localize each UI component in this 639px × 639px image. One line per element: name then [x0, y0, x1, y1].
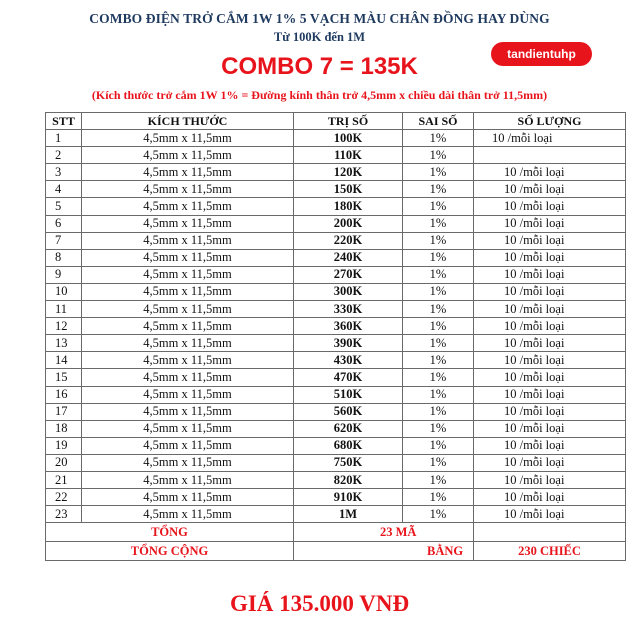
cell-stt: 17	[46, 403, 82, 420]
total-count: 23	[380, 524, 393, 539]
cell-value: 680K	[294, 437, 403, 454]
col-stt: STT	[46, 113, 82, 130]
table-row	[46, 181, 626, 198]
cell-quantity: 10 /mỗi loại	[474, 198, 626, 215]
cell-tolerance: 1%	[403, 506, 474, 523]
cell-size: 4,5mm x 11,5mm	[82, 301, 294, 318]
cell-value: 560K	[294, 403, 403, 420]
cell-value: 390K	[294, 335, 403, 352]
cell-stt: 18	[46, 420, 82, 437]
cell-quantity: 10 /mỗi loại	[474, 369, 626, 386]
table-row	[46, 266, 626, 283]
cell-quantity: 10 /mỗi loại	[474, 506, 626, 523]
cell-stt: 23	[46, 506, 82, 523]
cell-value: 820K	[294, 471, 403, 488]
cell-value: 470K	[294, 369, 403, 386]
cell-stt: 1	[46, 130, 82, 147]
cell-value: 300K	[294, 283, 403, 300]
cell-tolerance: 1%	[403, 147, 474, 164]
cell-stt: 16	[46, 386, 82, 403]
cell-value: 620K	[294, 420, 403, 437]
cell-size: 4,5mm x 11,5mm	[82, 266, 294, 283]
cell-stt: 4	[46, 181, 82, 198]
cell-quantity: 10 /mỗi loại	[474, 489, 626, 506]
cell-stt: 19	[46, 437, 82, 454]
table-row	[46, 164, 626, 181]
price-label: GIÁ 135.000 VNĐ	[229, 591, 410, 616]
cell-quantity	[474, 147, 626, 164]
cell-tolerance: 1%	[403, 489, 474, 506]
cell-value: 180K	[294, 198, 403, 215]
total-count-cell	[294, 523, 474, 542]
resistor-table	[45, 112, 626, 561]
cell-quantity: 10 /mỗi loại	[474, 386, 626, 403]
cell-value: 910K	[294, 489, 403, 506]
total-label: TỔNG	[46, 523, 294, 542]
cell-stt: 11	[46, 301, 82, 318]
cell-tolerance: 1%	[403, 369, 474, 386]
table-row	[46, 318, 626, 335]
cell-size: 4,5mm x 11,5mm	[82, 437, 294, 454]
table-row	[46, 437, 626, 454]
cell-size: 4,5mm x 11,5mm	[82, 130, 294, 147]
cell-size: 4,5mm x 11,5mm	[82, 386, 294, 403]
cell-value: 200K	[294, 215, 403, 232]
grand-total-eq: BẰNG	[294, 542, 474, 561]
cell-tolerance: 1%	[403, 266, 474, 283]
cell-tolerance: 1%	[403, 301, 474, 318]
cell-stt: 3	[46, 164, 82, 181]
cell-size: 4,5mm x 11,5mm	[82, 489, 294, 506]
cell-size: 4,5mm x 11,5mm	[82, 506, 294, 523]
cell-size: 4,5mm x 11,5mm	[82, 198, 294, 215]
table-row	[46, 454, 626, 471]
cell-stt: 14	[46, 352, 82, 369]
table-header-row	[46, 113, 626, 130]
cell-value: 510K	[294, 386, 403, 403]
cell-stt: 5	[46, 198, 82, 215]
cell-stt: 10	[46, 283, 82, 300]
cell-size: 4,5mm x 11,5mm	[82, 215, 294, 232]
table-row	[46, 215, 626, 232]
cell-tolerance: 1%	[403, 283, 474, 300]
cell-tolerance: 1%	[403, 471, 474, 488]
cell-value: 150K	[294, 181, 403, 198]
total-unit: MÃ	[395, 524, 417, 539]
cell-tolerance: 1%	[403, 420, 474, 437]
cell-stt: 9	[46, 266, 82, 283]
cell-value: 750K	[294, 454, 403, 471]
cell-tolerance: 1%	[403, 181, 474, 198]
cell-size: 4,5mm x 11,5mm	[82, 147, 294, 164]
cell-tolerance: 1%	[403, 164, 474, 181]
cell-size: 4,5mm x 11,5mm	[82, 335, 294, 352]
cell-value: 360K	[294, 318, 403, 335]
cell-quantity: 10 /mỗi loại	[474, 181, 626, 198]
grand-total-row	[46, 542, 626, 561]
cell-tolerance: 1%	[403, 215, 474, 232]
col-size: KÍCH THƯỚC	[82, 113, 294, 130]
cell-quantity: 10 /mỗi loại	[474, 403, 626, 420]
cell-stt: 7	[46, 232, 82, 249]
cell-tolerance: 1%	[403, 318, 474, 335]
table-row	[46, 369, 626, 386]
size-note: (Kích thước trở cắm 1W 1% = Đường kính thân trở 4,5mm x chiều dài thân trở 11,5mm)	[91, 88, 548, 102]
cell-stt: 6	[46, 215, 82, 232]
cell-quantity: 10 /mỗi loại	[474, 335, 626, 352]
table-row	[46, 301, 626, 318]
cell-size: 4,5mm x 11,5mm	[82, 318, 294, 335]
total-empty	[474, 523, 626, 542]
cell-quantity: 10 /mỗi loại	[474, 249, 626, 266]
table-row	[46, 198, 626, 215]
table-row	[46, 352, 626, 369]
table-row	[46, 403, 626, 420]
cell-stt: 12	[46, 318, 82, 335]
table-row	[46, 489, 626, 506]
table-row	[46, 506, 626, 523]
cell-quantity: 10 /mỗi loại	[474, 437, 626, 454]
col-tolerance: SAI SỐ	[403, 113, 474, 130]
cell-size: 4,5mm x 11,5mm	[82, 283, 294, 300]
col-quantity: SỐ LƯỢNG	[474, 113, 626, 130]
cell-size: 4,5mm x 11,5mm	[82, 249, 294, 266]
cell-tolerance: 1%	[403, 335, 474, 352]
table-body	[46, 130, 626, 523]
cell-size: 4,5mm x 11,5mm	[82, 181, 294, 198]
cell-size: 4,5mm x 11,5mm	[82, 164, 294, 181]
cell-stt: 8	[46, 249, 82, 266]
cell-quantity: 10 /mỗi loại	[474, 352, 626, 369]
table-row	[46, 249, 626, 266]
cell-tolerance: 1%	[403, 386, 474, 403]
cell-stt: 2	[46, 147, 82, 164]
table-row	[46, 386, 626, 403]
cell-value: 270K	[294, 266, 403, 283]
combo-heading: COMBO 7 = 135K	[221, 53, 418, 80]
total-row	[46, 523, 626, 542]
cell-quantity: 10 /mỗi loại	[474, 454, 626, 471]
cell-quantity: 10 /mỗi loại	[474, 318, 626, 335]
cell-tolerance: 1%	[403, 437, 474, 454]
cell-value: 430K	[294, 352, 403, 369]
cell-tolerance: 1%	[403, 130, 474, 147]
cell-tolerance: 1%	[403, 403, 474, 420]
cell-tolerance: 1%	[403, 198, 474, 215]
page-title: COMBO ĐIỆN TRỞ CẮM 1W 1% 5 VẠCH MÀU CHÂN ĐỒNG HAY DÙNG	[89, 11, 550, 26]
shop-badge: tandientuhp	[491, 42, 592, 66]
cell-quantity: 10 /mỗi loại	[474, 471, 626, 488]
cell-value: 120K	[294, 164, 403, 181]
cell-value: 330K	[294, 301, 403, 318]
table-row	[46, 130, 626, 147]
cell-size: 4,5mm x 11,5mm	[82, 352, 294, 369]
cell-size: 4,5mm x 11,5mm	[82, 369, 294, 386]
cell-tolerance: 1%	[403, 352, 474, 369]
cell-quantity: 10 /mỗi loại	[474, 420, 626, 437]
col-value: TRỊ SỐ	[294, 113, 403, 130]
table-row	[46, 283, 626, 300]
cell-value: 110K	[294, 147, 403, 164]
table-row	[46, 420, 626, 437]
cell-quantity: 10 /mỗi loại	[474, 130, 626, 147]
cell-stt: 22	[46, 489, 82, 506]
cell-quantity: 10 /mỗi loại	[474, 266, 626, 283]
grand-total-label: TỔNG CỘNG	[46, 542, 294, 561]
cell-quantity: 10 /mỗi loại	[474, 164, 626, 181]
cell-stt: 20	[46, 454, 82, 471]
cell-size: 4,5mm x 11,5mm	[82, 420, 294, 437]
cell-value: 1M	[294, 506, 403, 523]
cell-quantity: 10 /mỗi loại	[474, 215, 626, 232]
cell-tolerance: 1%	[403, 249, 474, 266]
cell-size: 4,5mm x 11,5mm	[82, 454, 294, 471]
cell-stt: 21	[46, 471, 82, 488]
cell-size: 4,5mm x 11,5mm	[82, 471, 294, 488]
cell-stt: 13	[46, 335, 82, 352]
grand-total-qty: 230 CHIẾC	[474, 542, 626, 561]
cell-quantity: 10 /mỗi loại	[474, 232, 626, 249]
cell-value: 220K	[294, 232, 403, 249]
cell-tolerance: 1%	[403, 232, 474, 249]
table-row	[46, 147, 626, 164]
table-row	[46, 335, 626, 352]
cell-value: 240K	[294, 249, 403, 266]
page-subtitle: Từ 100K đến 1M	[273, 30, 366, 44]
cell-tolerance: 1%	[403, 454, 474, 471]
table-row	[46, 471, 626, 488]
cell-value: 100K	[294, 130, 403, 147]
cell-quantity: 10 /mỗi loại	[474, 301, 626, 318]
cell-size: 4,5mm x 11,5mm	[82, 232, 294, 249]
cell-size: 4,5mm x 11,5mm	[82, 403, 294, 420]
cell-stt: 15	[46, 369, 82, 386]
table-row	[46, 232, 626, 249]
cell-quantity: 10 /mỗi loại	[474, 283, 626, 300]
